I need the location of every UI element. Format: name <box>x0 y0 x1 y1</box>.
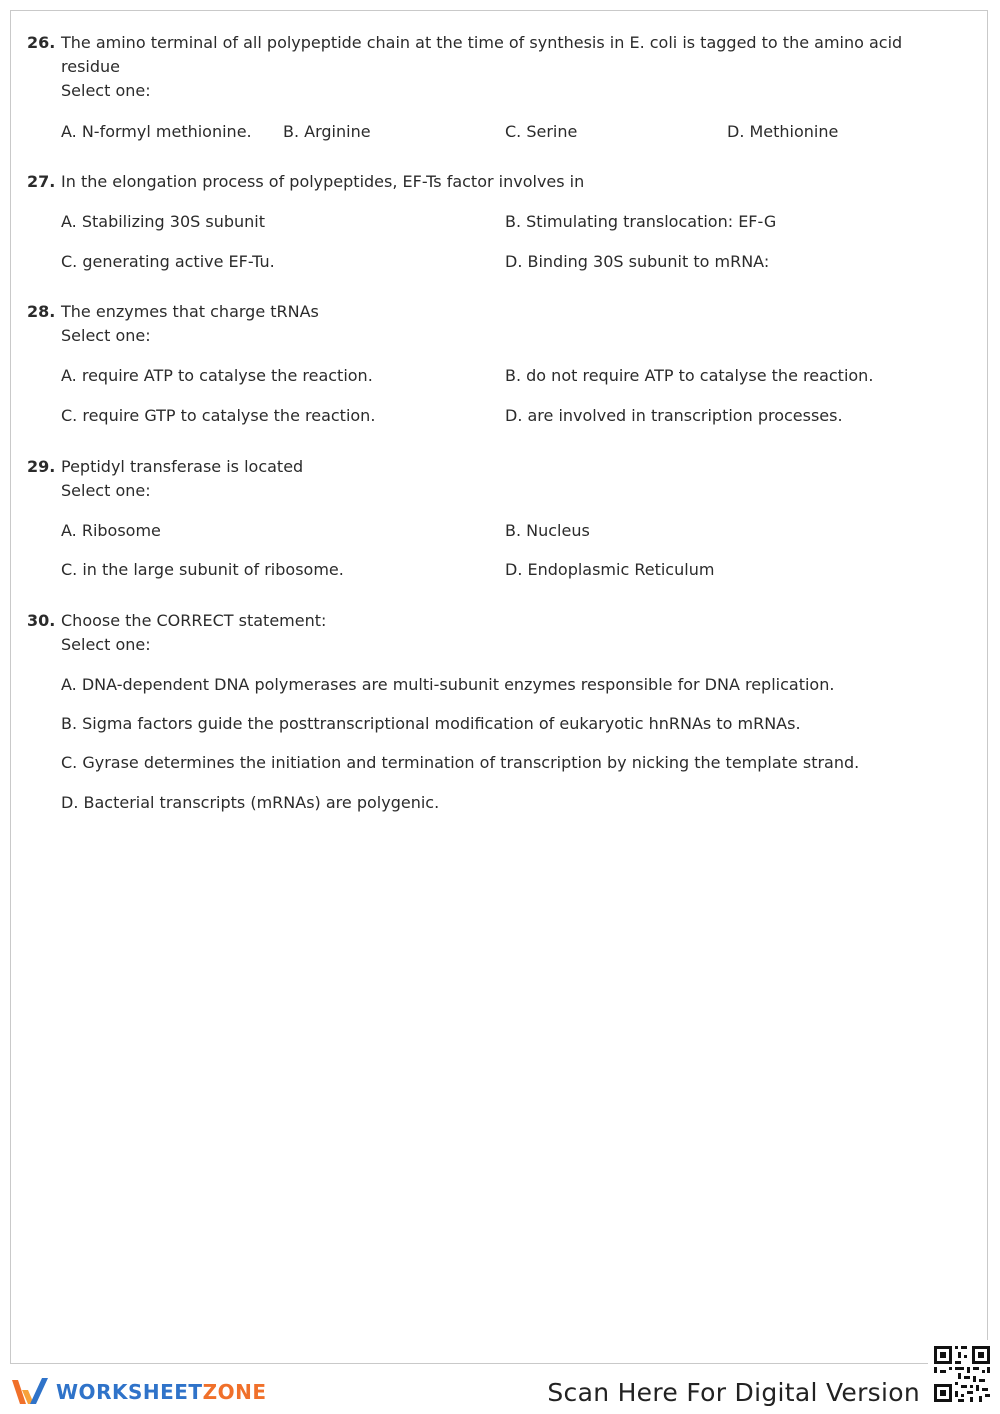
select-one-label: Select one: <box>61 326 151 345</box>
question-number: 27. <box>27 172 56 191</box>
option-b[interactable]: B. do not require ATP to catalyse the reaction. <box>505 366 874 385</box>
qr-code-icon[interactable] <box>928 1340 996 1408</box>
option-c[interactable]: C. require GTP to catalyse the reaction. <box>61 406 376 425</box>
option-b[interactable]: B. Sigma factors guide the posttranscriptional modification of eukaryotic hnRNAs to mRNAs. <box>61 714 801 733</box>
question-stem: In the elongation process of polypeptides, EF-Ts factor involves in <box>61 172 585 191</box>
option-d[interactable]: D. Binding 30S subunit to mRNA: <box>505 252 770 271</box>
question-stem: The enzymes that charge tRNAs <box>61 302 319 321</box>
option-c[interactable]: C. Serine <box>505 122 578 141</box>
question-text <box>61 609 921 657</box>
question-number: 28. <box>27 302 56 321</box>
select-one-label: Select one: <box>61 81 151 100</box>
option-a[interactable]: A. N-formyl methionine. <box>61 122 252 141</box>
option-a[interactable]: A. Ribosome <box>61 521 161 540</box>
option-a[interactable]: A. DNA-dependent DNA polymerases are multi-subunit enzymes responsible for DNA replication. <box>61 675 835 694</box>
option-b[interactable]: B. Stimulating translocation: EF-G <box>505 212 777 231</box>
worksheet-page <box>10 10 988 1364</box>
option-d[interactable]: D. Endoplasmic Reticulum <box>505 560 715 579</box>
option-b[interactable]: B. Arginine <box>283 122 371 141</box>
select-one-label: Select one: <box>61 481 151 500</box>
page-footer <box>0 1366 1000 1414</box>
question-stem: Choose the CORRECT statement: <box>61 611 327 630</box>
option-c[interactable]: C. in the large subunit of ribosome. <box>61 560 344 579</box>
option-d[interactable]: D. Bacterial transcripts (mRNAs) are polygenic. <box>61 793 440 812</box>
option-b[interactable]: B. Nucleus <box>505 521 590 540</box>
option-c[interactable]: C. Gyrase determines the initiation and termination of transcription by nicking the template strand. <box>61 753 860 772</box>
logo-word-zone: ZONE <box>202 1380 267 1404</box>
question-text <box>61 455 921 503</box>
select-one-label: Select one: <box>61 635 151 654</box>
worksheetzone-logo[interactable] <box>10 1374 266 1410</box>
question-number: 26. <box>27 33 56 52</box>
w-checkmark-logo-icon <box>10 1376 50 1408</box>
logo-word-worksheet: WORKSHEET <box>56 1380 203 1404</box>
option-c[interactable]: C. generating active EF-Tu. <box>61 252 275 271</box>
option-d[interactable]: D. are involved in transcription processes. <box>505 406 843 425</box>
question-number: 30. <box>27 611 56 630</box>
option-a[interactable]: A. require ATP to catalyse the reaction. <box>61 366 373 385</box>
question-number: 29. <box>27 457 56 476</box>
question-stem: The amino terminal of all polypeptide chain at the time of synthesis in E. coli is tagged to the amino acid residue <box>61 33 903 76</box>
option-a[interactable]: A. Stabilizing 30S subunit <box>61 212 266 231</box>
question-text <box>61 31 921 103</box>
scan-here-text: Scan Here For Digital Version <box>547 1378 920 1407</box>
question-text <box>61 300 921 348</box>
question-stem: Peptidyl transferase is located <box>61 457 304 476</box>
question-text <box>61 170 921 194</box>
option-d[interactable]: D. Methionine <box>727 122 839 141</box>
